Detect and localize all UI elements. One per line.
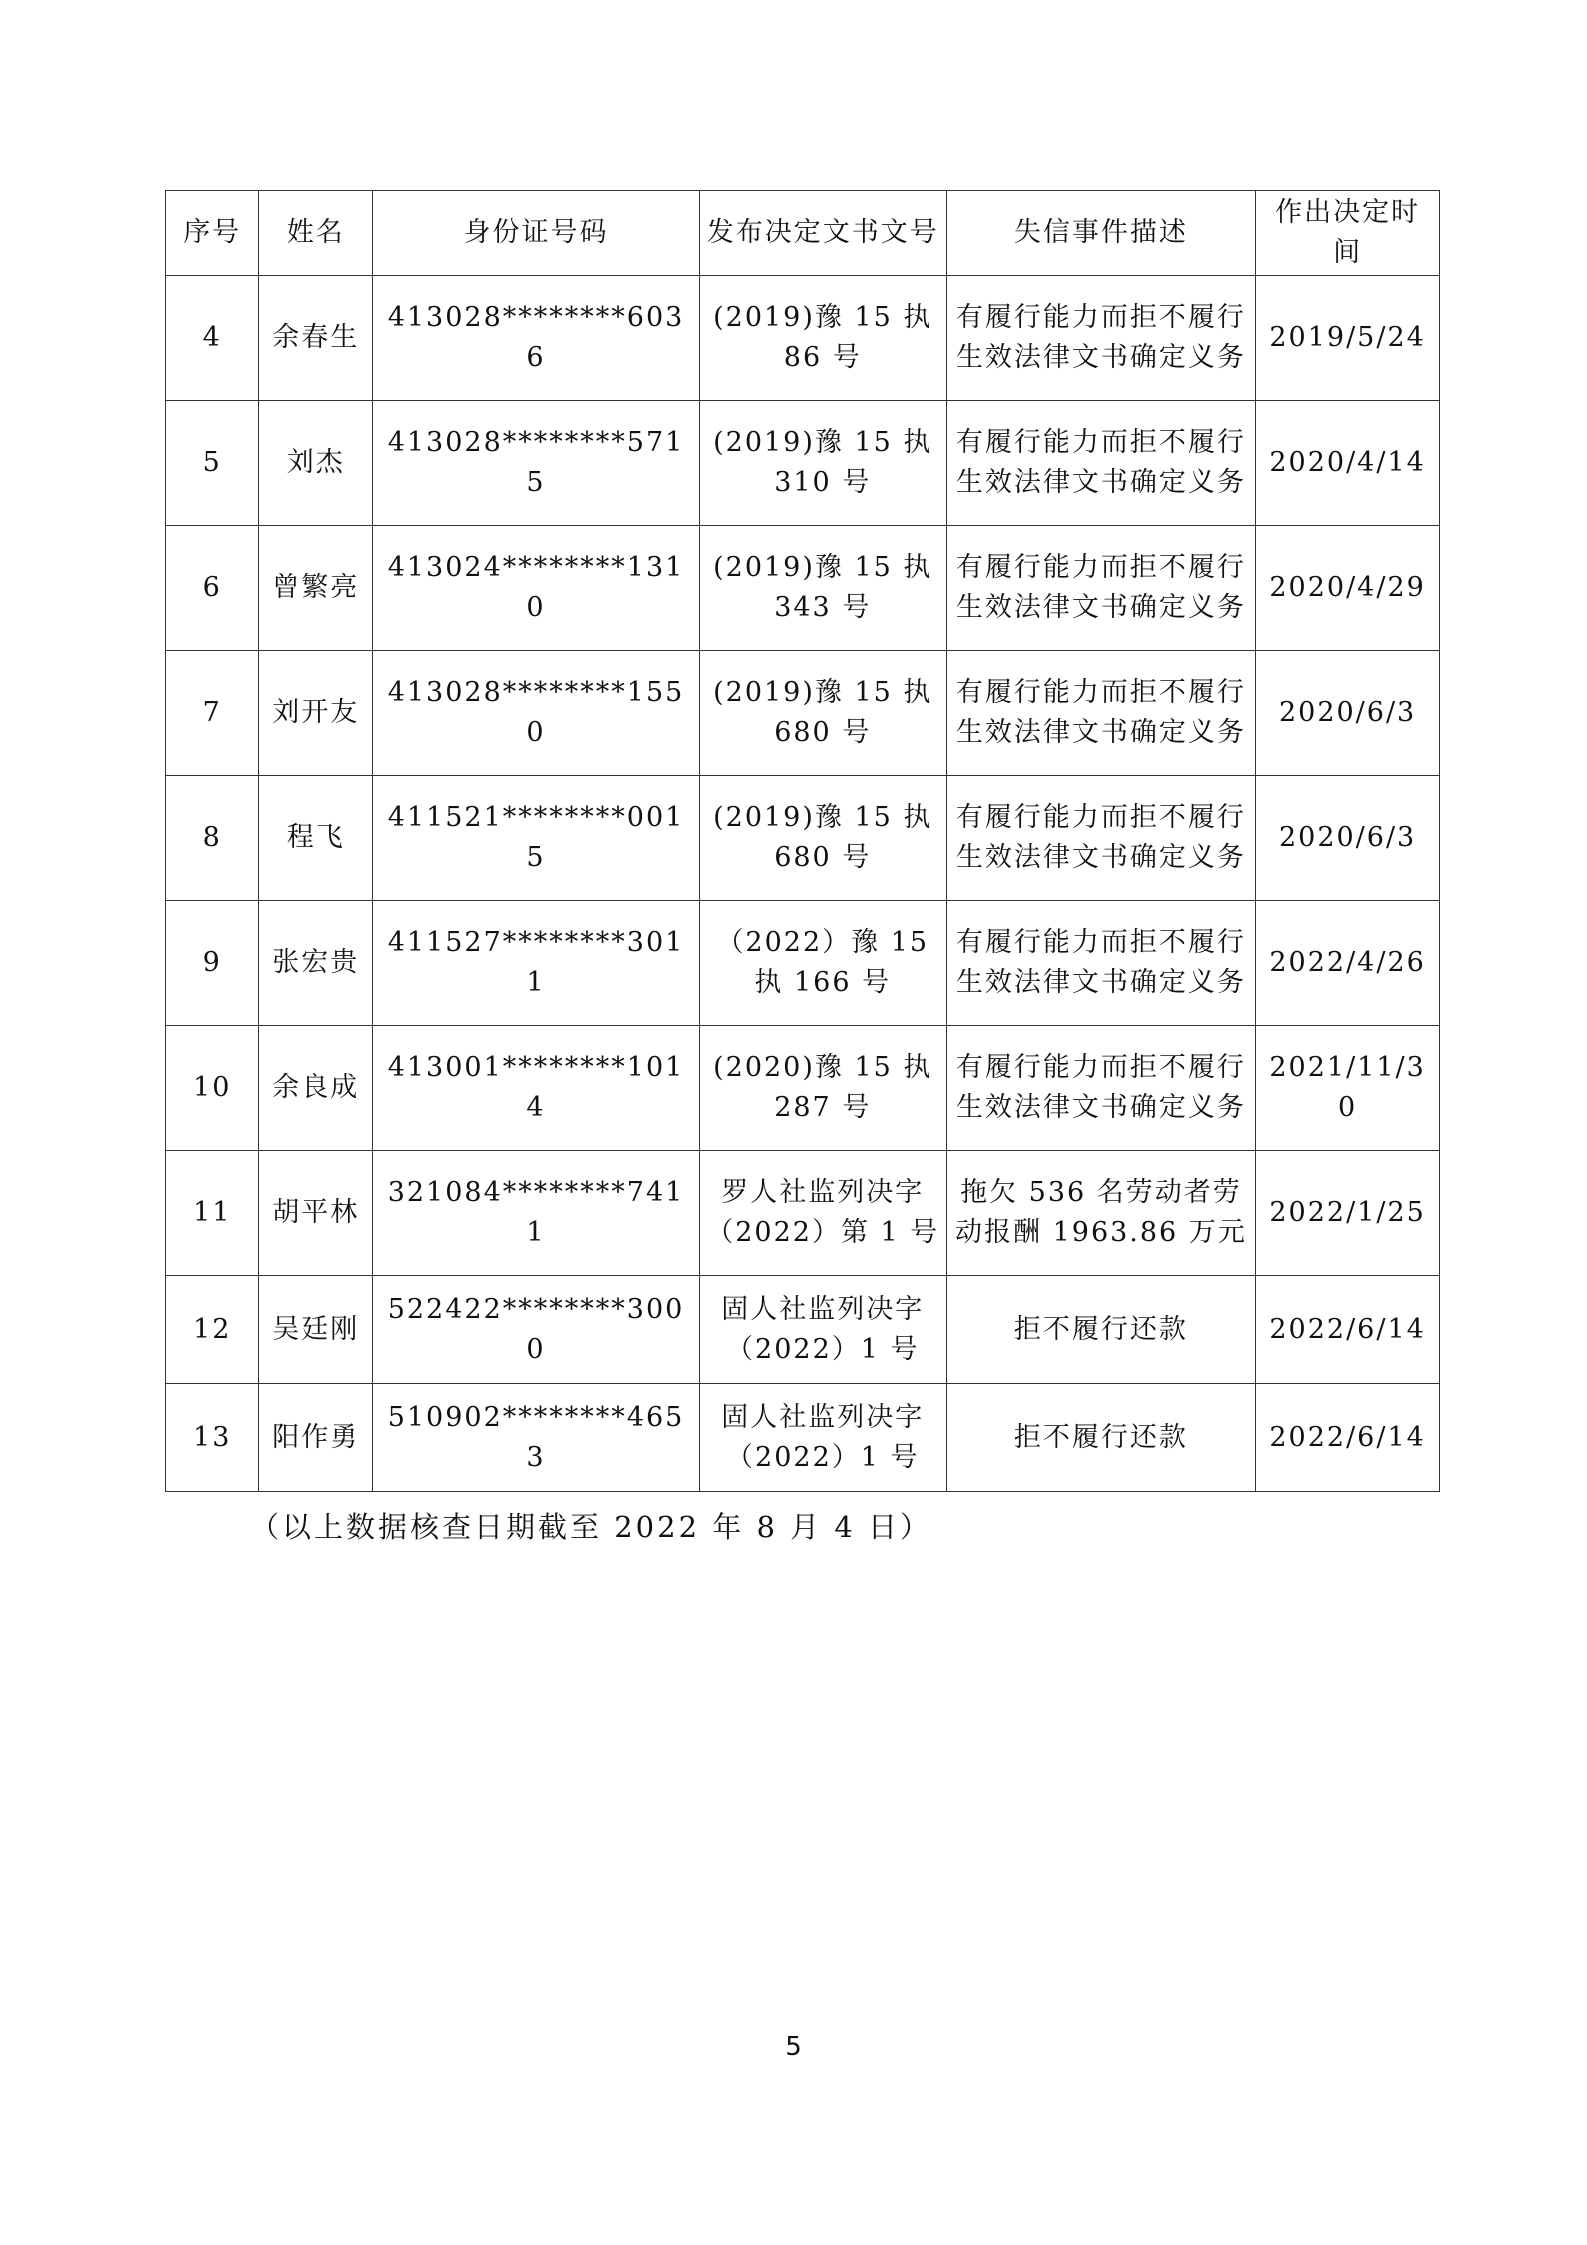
table-row — [166, 1151, 1440, 1276]
cell-doc: (2019)豫 15 执 310 号 — [699, 401, 946, 526]
cell-num: 12 — [166, 1276, 259, 1384]
cell-desc: 有履行能力而拒不履行生效法律文书确定义务 — [946, 401, 1256, 526]
cell-id: 413028********6036 — [373, 276, 700, 401]
cell-desc: 有履行能力而拒不履行生效法律文书确定义务 — [946, 901, 1256, 1026]
cell-name: 余良成 — [259, 1026, 373, 1151]
cell-num: 5 — [166, 401, 259, 526]
cell-id: 413028********1550 — [373, 651, 700, 776]
cell-desc: 有履行能力而拒不履行生效法律文书确定义务 — [946, 276, 1256, 401]
cell-doc: 固人社监列决字（2022）1 号 — [699, 1276, 946, 1384]
cell-id: 411521********0015 — [373, 776, 700, 901]
table-row — [166, 401, 1440, 526]
cell-num: 8 — [166, 776, 259, 901]
cell-desc: 拒不履行还款 — [946, 1276, 1256, 1384]
cell-desc: 有履行能力而拒不履行生效法律文书确定义务 — [946, 526, 1256, 651]
cell-date: 2019/5/24 — [1256, 276, 1440, 401]
table-row — [166, 1026, 1440, 1151]
cell-id: 413024********1310 — [373, 526, 700, 651]
cell-doc: 罗人社监列决字（2022）第 1 号 — [699, 1151, 946, 1276]
cell-date: 2022/1/25 — [1256, 1151, 1440, 1276]
cell-num: 9 — [166, 901, 259, 1026]
cell-num: 7 — [166, 651, 259, 776]
table-row — [166, 901, 1440, 1026]
header-num: 序号 — [166, 191, 259, 276]
cell-date: 2020/4/29 — [1256, 526, 1440, 651]
cell-id: 510902********4653 — [373, 1384, 700, 1492]
cell-id: 413001********1014 — [373, 1026, 700, 1151]
table-row — [166, 651, 1440, 776]
cell-num: 13 — [166, 1384, 259, 1492]
cell-id: 411527********3011 — [373, 901, 700, 1026]
table-row — [166, 1384, 1440, 1492]
cell-name: 张宏贵 — [259, 901, 373, 1026]
table-row — [166, 776, 1440, 901]
cell-doc: (2019)豫 15 执 86 号 — [699, 276, 946, 401]
header-name: 姓名 — [259, 191, 373, 276]
cell-date: 2021/11/30 — [1256, 1026, 1440, 1151]
cell-desc: 有履行能力而拒不履行生效法律文书确定义务 — [946, 1026, 1256, 1151]
cell-date: 2020/4/14 — [1256, 401, 1440, 526]
cell-doc: （2022）豫 15 执 166 号 — [699, 901, 946, 1026]
cell-doc: (2020)豫 15 执 287 号 — [699, 1026, 946, 1151]
table-row — [166, 526, 1440, 651]
cell-doc: (2019)豫 15 执 343 号 — [699, 526, 946, 651]
cell-name: 刘开友 — [259, 651, 373, 776]
header-date: 作出决定时 间 — [1256, 191, 1440, 276]
cell-doc: 固人社监列决字（2022）1 号 — [699, 1384, 946, 1492]
cell-desc: 拖欠 536 名劳动者劳动报酬 1963.86 万元 — [946, 1151, 1256, 1276]
cell-desc: 有履行能力而拒不履行生效法律文书确定义务 — [946, 651, 1256, 776]
header-doc: 发布决定文书文号 — [699, 191, 946, 276]
cell-num: 6 — [166, 526, 259, 651]
dishonest-persons-table — [165, 190, 1440, 1492]
cell-name: 阳作勇 — [259, 1384, 373, 1492]
header-desc: 失信事件描述 — [946, 191, 1256, 276]
cell-name: 刘杰 — [259, 401, 373, 526]
cell-desc: 拒不履行还款 — [946, 1384, 1256, 1492]
cell-id: 413028********5715 — [373, 401, 700, 526]
cell-date: 2022/6/14 — [1256, 1276, 1440, 1384]
cell-doc: (2019)豫 15 执 680 号 — [699, 651, 946, 776]
cell-name: 程飞 — [259, 776, 373, 901]
cell-date: 2020/6/3 — [1256, 776, 1440, 901]
table-row — [166, 276, 1440, 401]
cell-date: 2022/6/14 — [1256, 1384, 1440, 1492]
page-number: 5 — [785, 2032, 802, 2062]
cell-doc: (2019)豫 15 执 680 号 — [699, 776, 946, 901]
cell-date: 2022/4/26 — [1256, 901, 1440, 1026]
data-check-date-note: （以上数据核查日期截至 2022 年 8 月 4 日） — [250, 1510, 933, 1544]
cell-name: 胡平林 — [259, 1151, 373, 1276]
cell-name: 吴廷刚 — [259, 1276, 373, 1384]
cell-id: 522422********3000 — [373, 1276, 700, 1384]
table-row — [166, 1276, 1440, 1384]
cell-name: 曾繁亮 — [259, 526, 373, 651]
cell-num: 10 — [166, 1026, 259, 1151]
table-header-row — [166, 191, 1440, 276]
cell-desc: 有履行能力而拒不履行生效法律文书确定义务 — [946, 776, 1256, 901]
header-id: 身份证号码 — [373, 191, 700, 276]
cell-name: 余春生 — [259, 276, 373, 401]
cell-date: 2020/6/3 — [1256, 651, 1440, 776]
cell-id: 321084********7411 — [373, 1151, 700, 1276]
cell-num: 11 — [166, 1151, 259, 1276]
cell-num: 4 — [166, 276, 259, 401]
